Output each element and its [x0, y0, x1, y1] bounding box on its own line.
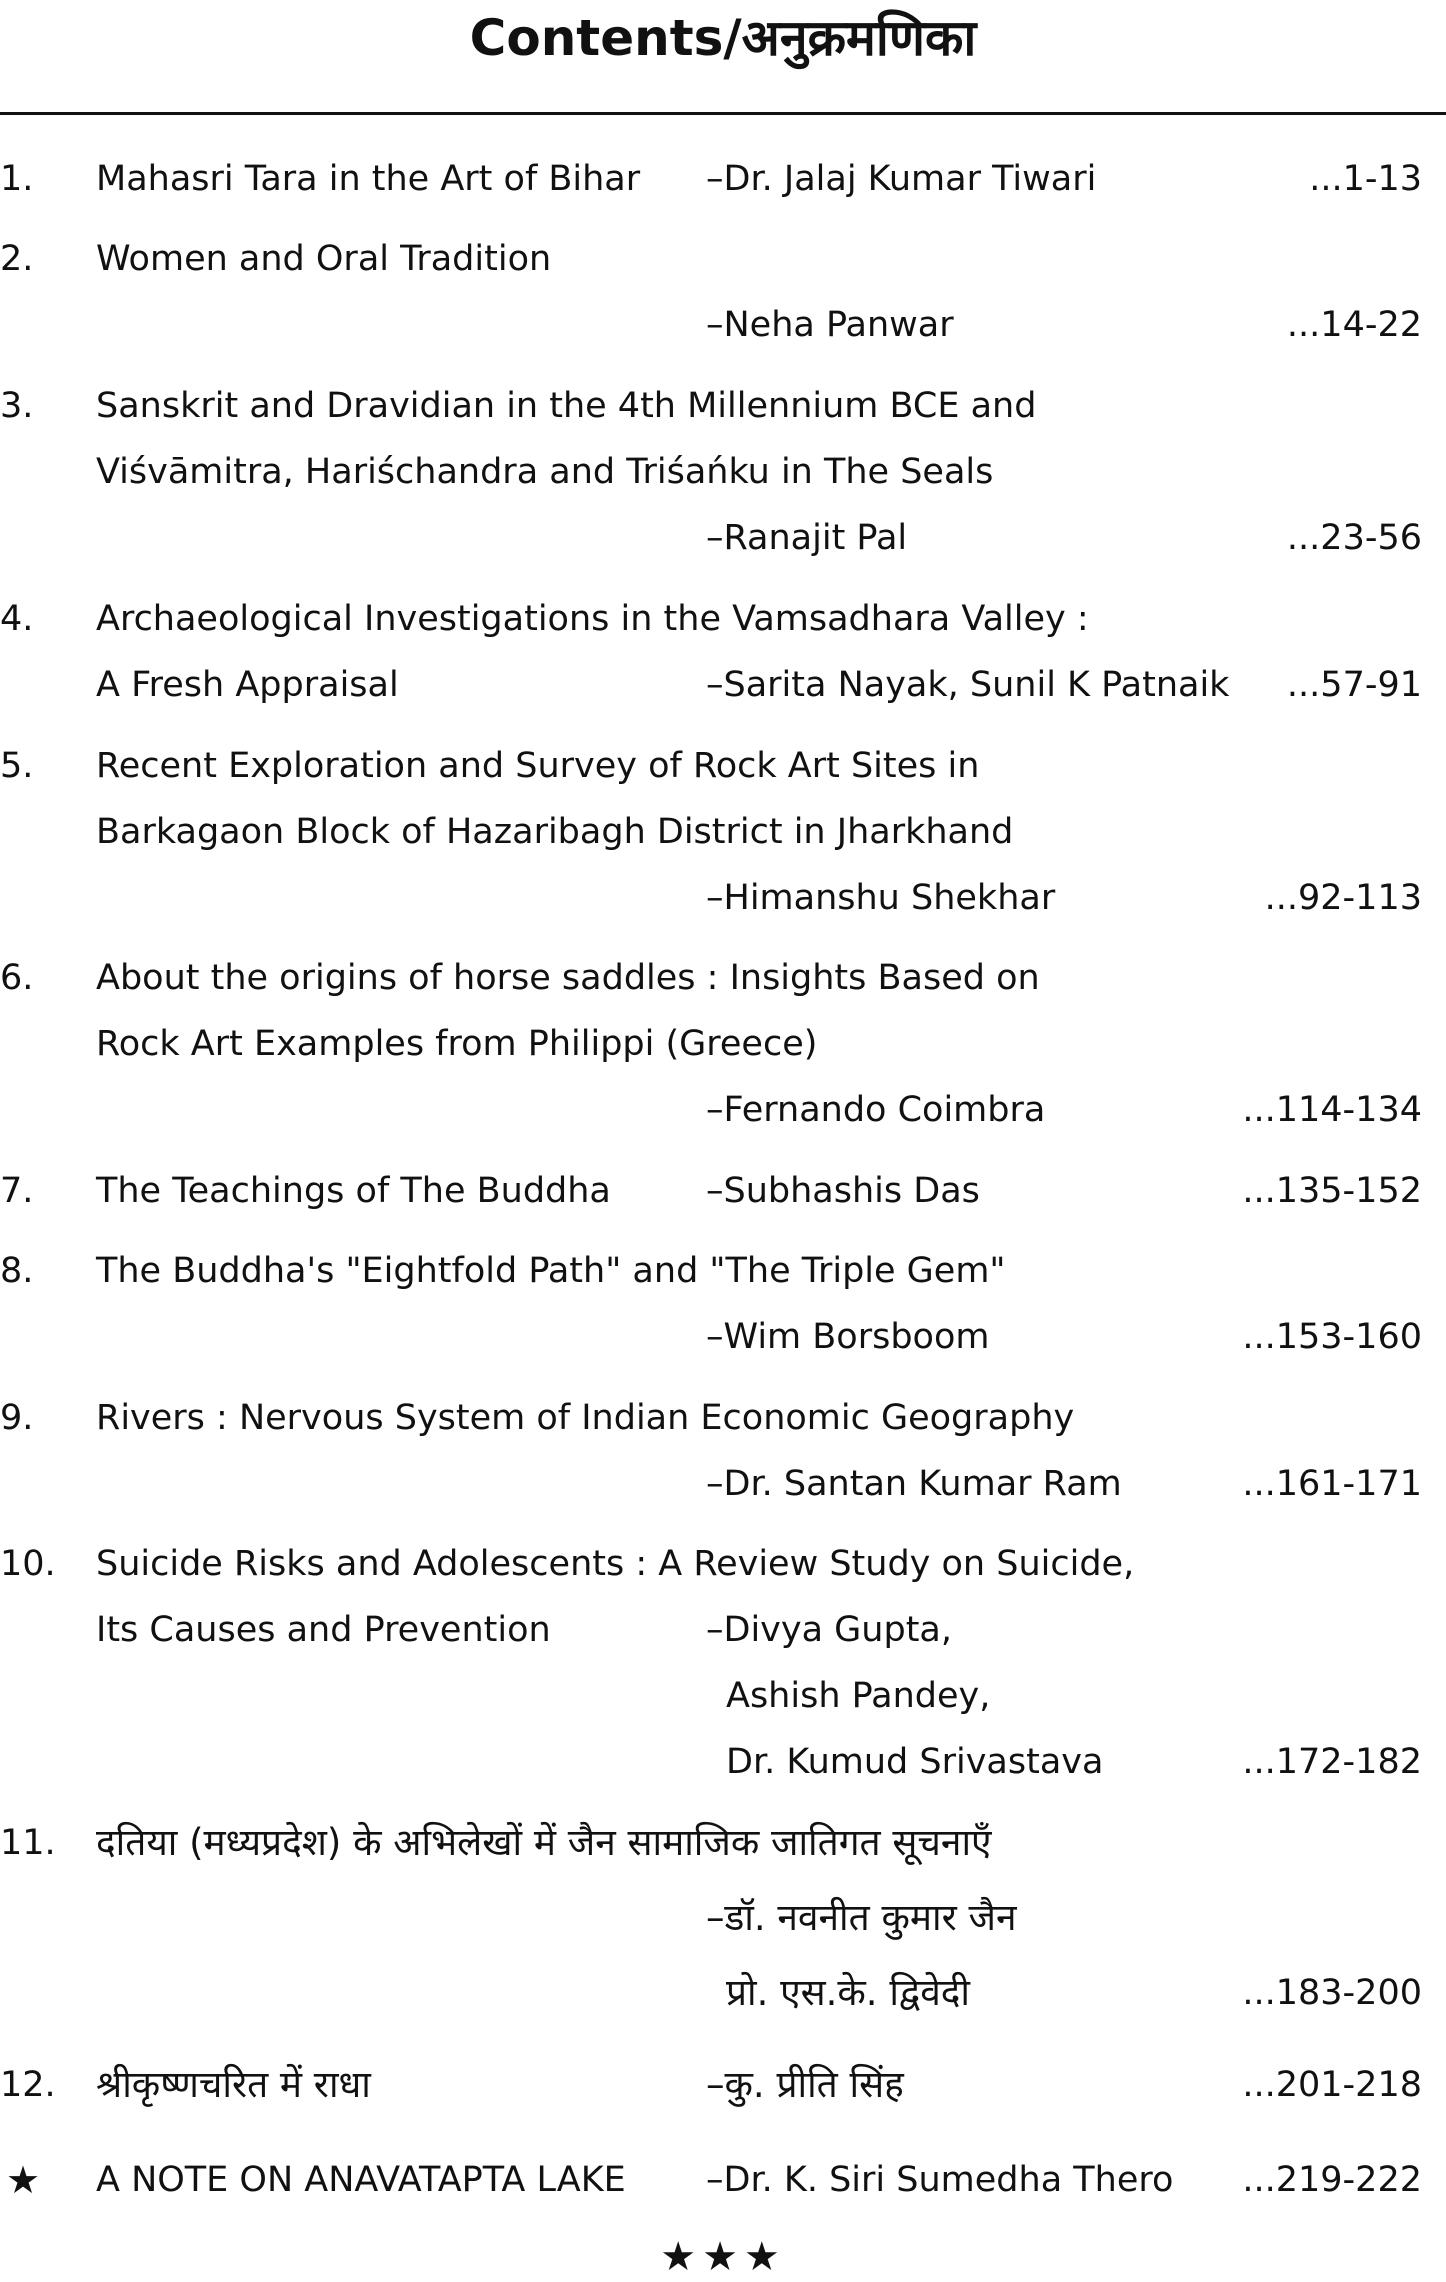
contents-entry-11-author-line — [0, 1885, 1446, 1951]
entry-title-continued: Barkagaon Block of Hazaribagh District in Jharkhand — [96, 812, 1014, 852]
contents-entry-1 — [0, 146, 1446, 212]
entry-title: A NOTE ON ANAVATAPTA LAKE — [96, 2160, 626, 2200]
entry-pages: ...219-222 — [1242, 2160, 1422, 2200]
entry-title: Mahasri Tara in the Art of Bihar — [96, 159, 641, 199]
entry-title: Suicide Risks and Adolescents : A Review Study on Suicide, — [96, 1544, 1135, 1584]
entry-title: About the origins of horse saddles : Insights Based on — [96, 958, 1040, 998]
entry-author: –Ranajit Pal — [706, 518, 908, 558]
entry-number: 2. — [0, 239, 34, 279]
entry-author: Ashish Pandey, — [726, 1676, 991, 1716]
contents-entry-2 — [0, 226, 1446, 292]
contents-entry-10-author-2 — [0, 1663, 1446, 1729]
entry-author: –Himanshu Shekhar — [706, 878, 1056, 918]
entry-author: –Wim Borsboom — [706, 1317, 990, 1357]
contents-entry-5-title-cont — [0, 799, 1446, 865]
entry-title: Archaeological Investigations in the Vamsadhara Valley : — [96, 599, 1089, 639]
entry-author: –Dr. Santan Kumar Ram — [706, 1464, 1122, 1504]
contents-entry-4 — [0, 586, 1446, 652]
entry-number: 9. — [0, 1398, 34, 1438]
entry-number: 1. — [0, 159, 34, 199]
contents-entry-6 — [0, 945, 1446, 1011]
page-title: Contents/अनुक्रमणिका — [469, 9, 977, 67]
contents-entry-2-author-line — [0, 292, 1446, 358]
contents-entry-8 — [0, 1238, 1446, 1304]
entry-number: 5. — [0, 746, 34, 786]
contents-entry-12 — [0, 2052, 1446, 2118]
entry-author: –Neha Panwar — [706, 305, 954, 345]
contents-entry-10 — [0, 1531, 1446, 1597]
entry-author: –Dr. K. Siri Sumedha Thero — [706, 2160, 1174, 2200]
contents-entry-5 — [0, 733, 1446, 799]
contents-entry-3-author-line — [0, 505, 1446, 571]
entry-title-continued: Rock Art Examples from Philippi (Greece) — [96, 1024, 818, 1064]
contents-entry-11-author-2 — [0, 1960, 1446, 2026]
entry-pages: ...153-160 — [1242, 1317, 1422, 1357]
entry-number: 12. — [0, 2065, 56, 2105]
entry-title-continued: A Fresh Appraisal — [96, 665, 399, 705]
entry-title: Sanskrit and Dravidian in the 4th Millennium BCE and — [96, 386, 1037, 426]
entry-pages: ...23-56 — [1286, 518, 1422, 558]
entry-number: 4. — [0, 599, 34, 639]
entry-pages: ...14-22 — [1286, 305, 1422, 345]
entry-pages: ...1-13 — [1309, 159, 1422, 199]
entry-number: 11. — [0, 1823, 56, 1863]
entry-author: –Divya Gupta, — [706, 1610, 952, 1650]
contents-entry-4-title-cont — [0, 652, 1446, 718]
entry-number: 7. — [0, 1171, 34, 1211]
contents-entry-5-author-line — [0, 865, 1446, 931]
entry-author: –कु. प्रीति सिंह — [706, 2063, 904, 2106]
entry-pages: ...183-200 — [1242, 1973, 1422, 2013]
entry-title: दतिया (मध्यप्रदेश) के अभिलेखों में जैन सामाजिक जातिगत सूचनाएँ — [96, 1821, 992, 1864]
entry-pages: ...161-171 — [1242, 1464, 1422, 1504]
entry-author: –Sarita Nayak, Sunil K Patnaik — [706, 665, 1230, 705]
entry-number: 8. — [0, 1251, 34, 1291]
contents-entry-10-title-cont — [0, 1597, 1446, 1663]
entry-title: Rivers : Nervous System of Indian Economic Geography — [96, 1398, 1075, 1438]
end-stars-icon: ★★★ — [660, 2234, 786, 2280]
entry-title: Recent Exploration and Survey of Rock Art Sites in — [96, 746, 980, 786]
entry-title: Women and Oral Tradition — [96, 239, 552, 279]
contents-entry-9-author-line — [0, 1451, 1446, 1517]
contents-entry-3 — [0, 373, 1446, 439]
contents-entry-note — [0, 2147, 1446, 2213]
entry-title-continued: Its Causes and Prevention — [96, 1610, 551, 1650]
contents-entry-6-author-line — [0, 1077, 1446, 1143]
entry-author: –डॉ. नवनीत कुमार जैन — [706, 1896, 1017, 1939]
entry-number: 6. — [0, 958, 34, 998]
contents-entry-3-title-cont — [0, 439, 1446, 505]
contents-entry-6-title-cont — [0, 1011, 1446, 1077]
contents-entry-9 — [0, 1385, 1446, 1451]
entry-author: –Fernando Coimbra — [706, 1090, 1046, 1130]
entry-pages: ...172-182 — [1242, 1742, 1422, 1782]
entry-title: The Teachings of The Buddha — [96, 1171, 611, 1211]
entry-author: Dr. Kumud Srivastava — [726, 1742, 1104, 1782]
entry-number: 10. — [0, 1544, 56, 1584]
entry-title: The Buddha's "Eightfold Path" and "The Triple Gem" — [96, 1251, 1006, 1291]
entry-author: –Dr. Jalaj Kumar Tiwari — [706, 159, 1097, 199]
entry-title-continued: Viśvāmitra, Hariśchandra and Triśańku in The Seals — [96, 452, 994, 492]
entry-number: 3. — [0, 386, 34, 426]
contents-entry-7 — [0, 1158, 1446, 1224]
entry-pages: ...92-113 — [1264, 878, 1422, 918]
entry-title: श्रीकृष्णचरित में राधा — [96, 2063, 371, 2106]
entry-pages: ...114-134 — [1242, 1090, 1422, 1130]
contents-entry-8-author-line — [0, 1304, 1446, 1370]
star-bullet-icon: ★ — [6, 2158, 41, 2202]
contents-entry-10-author-3 — [0, 1729, 1446, 1795]
entry-author: –Subhashis Das — [706, 1171, 980, 1211]
entry-pages: ...135-152 — [1242, 1171, 1422, 1211]
entry-author: प्रो. एस.के. द्विवेदी — [726, 1971, 970, 2014]
entry-pages: ...57-91 — [1286, 665, 1422, 705]
contents-entry-11 — [0, 1810, 1446, 1876]
entry-pages: ...201-218 — [1242, 2065, 1422, 2105]
